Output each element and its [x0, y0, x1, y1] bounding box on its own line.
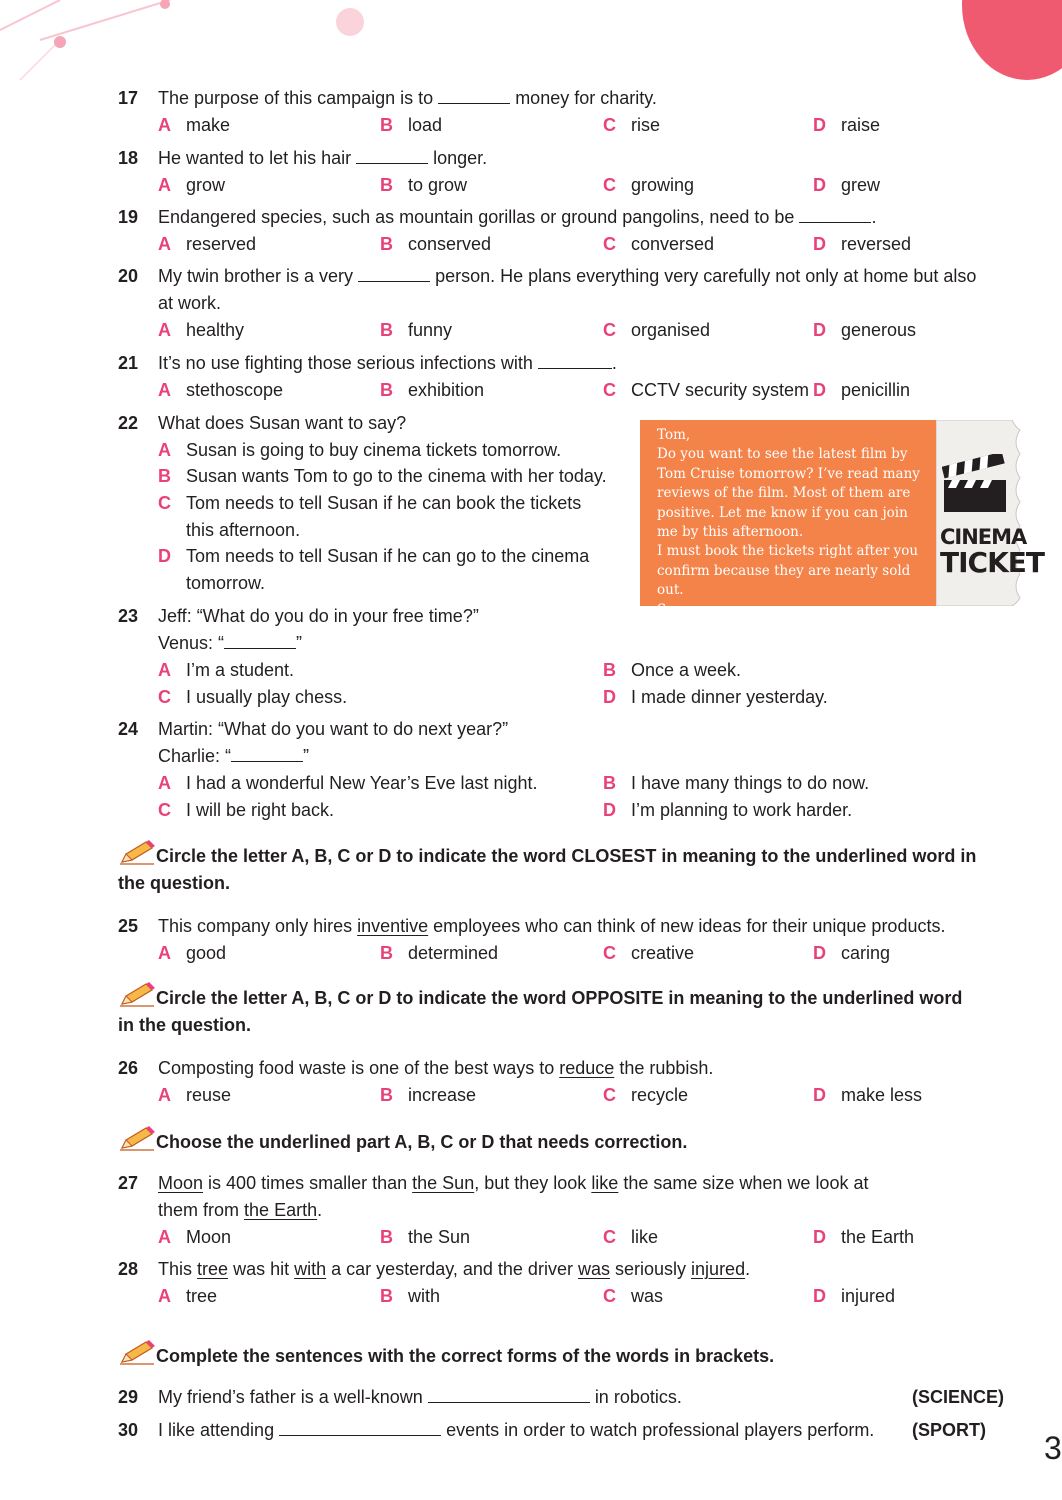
pencil-icon: [118, 840, 156, 866]
q22-option-d[interactable]: D Tom needs to tell Susan if he can go to the cinema tomorrow.: [158, 546, 590, 593]
q26-option-a[interactable]: A reuse: [158, 1085, 232, 1105]
q19-option-a[interactable]: A reserved: [158, 234, 257, 254]
q18-option-a[interactable]: A grow: [158, 175, 226, 195]
q30-answer-blank[interactable]: [279, 1417, 441, 1436]
q18-option-d[interactable]: D grew: [813, 175, 881, 195]
page-number: 3: [1044, 1430, 1062, 1466]
q18-option-b[interactable]: B to grow: [380, 175, 468, 195]
clapperboard-icon: [942, 454, 1012, 514]
q24-option-b[interactable]: B I have many things to do now.: [603, 773, 870, 793]
cinema-ticket-label: CINEMA TICKET: [940, 525, 1044, 579]
q17-option-d[interactable]: D raise: [813, 115, 881, 135]
q26-option-b[interactable]: B increase: [380, 1085, 477, 1105]
instruction-word-forms: Complete the sentences with the correct forms of the words in brackets.: [118, 1340, 1018, 1370]
q29-word-hint: (SCIENCE): [912, 1387, 1005, 1407]
q23-option-c[interactable]: C I usually play chess.: [158, 687, 348, 707]
instruction-closest: Circle the letter A, B, C or D to indicate the word CLOSEST in meaning to the underlined word in the question.: [118, 840, 1018, 897]
q17-option-a[interactable]: A make: [158, 115, 231, 135]
q20-option-b[interactable]: B funny: [380, 320, 453, 340]
q21-option-b[interactable]: B exhibition: [380, 380, 485, 400]
q28-option-a[interactable]: A tree: [158, 1286, 218, 1306]
q23-option-d[interactable]: D I made dinner yesterday.: [603, 687, 828, 707]
pencil-icon: [118, 1126, 156, 1152]
corner-decoration: [0, 0, 420, 90]
q19-option-d[interactable]: D reversed: [813, 234, 912, 254]
q22-option-a[interactable]: A Susan is going to buy cinema tickets tomorrow.: [158, 440, 562, 460]
q25-option-b[interactable]: B determined: [380, 943, 499, 963]
q24-option-a[interactable]: A I had a wonderful New Year’s Eve last night.: [158, 773, 538, 793]
q27-option-d[interactable]: D the Earth: [813, 1227, 915, 1247]
q17-option-c[interactable]: C rise: [603, 115, 661, 135]
q22-option-b[interactable]: B Susan wants Tom to go to the cinema with her today.: [158, 466, 607, 486]
q17-option-b[interactable]: B load: [380, 115, 443, 135]
corner-blob-decoration: [962, 0, 1062, 80]
q24-option-c[interactable]: C I will be right back.: [158, 800, 335, 820]
q27-option-b[interactable]: B the Sun: [380, 1227, 471, 1247]
q28-option-c[interactable]: C was: [603, 1286, 664, 1306]
q27-option-c[interactable]: C like: [603, 1227, 659, 1247]
cinema-ticket-note: [640, 420, 1044, 618]
q24-option-d[interactable]: D I’m planning to work harder.: [603, 800, 853, 820]
instruction-correction: Choose the underlined part A, B, C or D that needs correction.: [118, 1126, 1018, 1156]
q23-option-a[interactable]: A I’m a student.: [158, 660, 295, 680]
q25-option-a[interactable]: A good: [158, 943, 227, 963]
q23-option-b[interactable]: B Once a week.: [603, 660, 742, 680]
q29-answer-blank[interactable]: [428, 1384, 590, 1403]
q26-option-d[interactable]: D make less: [813, 1085, 923, 1105]
ticket-message: Tom, Do you want to see the latest film by Tom Cruise tomorrow? I’ve read many reviews of the film. Most of them are positive. Let me know if you can join me by this afternoon. I must book the tickets right after you confirm because they are nearly sold out. Susan: [657, 427, 920, 618]
q21-option-d[interactable]: D penicillin: [813, 380, 911, 400]
q28-option-b[interactable]: B with: [380, 1286, 441, 1306]
q20-option-c[interactable]: C organised: [603, 320, 711, 340]
instruction-opposite: Circle the letter A, B, C or D to indicate the word OPPOSITE in meaning to the underlined word in the question.: [118, 982, 1018, 1039]
q27-option-a[interactable]: A Moon: [158, 1227, 232, 1247]
q26-option-c[interactable]: C recycle: [603, 1085, 689, 1105]
q25-option-d[interactable]: D caring: [813, 943, 891, 963]
q20-option-d[interactable]: D generous: [813, 320, 917, 340]
q28-option-d[interactable]: D injured: [813, 1286, 896, 1306]
pencil-icon: [118, 1340, 156, 1366]
q19-option-c[interactable]: C conversed: [603, 234, 715, 254]
q21-option-c[interactable]: C CCTV security system: [603, 380, 810, 400]
q20-option-a[interactable]: A healthy: [158, 320, 245, 340]
q19-option-b[interactable]: B conserved: [380, 234, 492, 254]
pencil-icon: [118, 982, 156, 1008]
q22-option-c[interactable]: C Tom needs to tell Susan if he can book the tickets this afternoon.: [158, 493, 582, 540]
q18-option-c[interactable]: C growing: [603, 175, 695, 195]
q25-option-c[interactable]: C creative: [603, 943, 695, 963]
q21-option-a[interactable]: A stethoscope: [158, 380, 284, 400]
q30-word-hint: (SPORT): [912, 1420, 986, 1440]
